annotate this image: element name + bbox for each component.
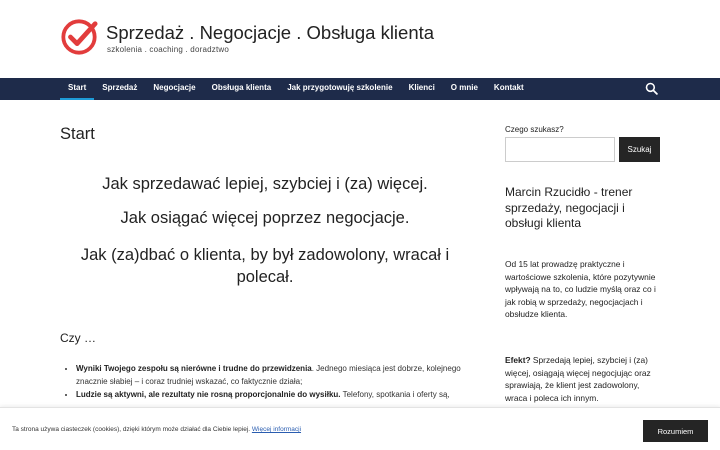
main-navigation: [0, 78, 720, 100]
search-icon[interactable]: [645, 82, 658, 95]
list-item-text: . Jednego miesiąca jest dobrze, kolejnego znacznie słabiej – i coraz trudniej wskazać, co faktycznie działa;: [76, 364, 461, 386]
widget-effect-text: [505, 354, 660, 404]
list-item-text: Telefony, spotkania i oferty są,: [340, 390, 450, 399]
section-question: Czy …: [60, 331, 96, 345]
widget-intro-text: Od 15 lat prowadzę praktyczne i wartościowe szkolenia, które pozytywnie wpływają na to, co ludzie myślą oraz co i jak robią w sprzedaży, negocjacjach i obsłudze klienta.: [505, 259, 656, 319]
nav-item-kontakt[interactable]: Kontakt: [493, 83, 524, 92]
headline-negotiation: Jak osiągać więcej poprzez negocjacje.: [120, 209, 410, 227]
nav-item-sprzedaz[interactable]: Sprzedaż: [102, 83, 138, 92]
search-button[interactable]: Szukaj: [619, 137, 660, 162]
list-item: [76, 362, 476, 388]
list-item-bold: Ludzie są aktywni, ale rezultaty nie rosną proporcjonalnie do wysiłku.: [76, 390, 341, 399]
site-header: [0, 0, 720, 78]
nav-item-negocjacje[interactable]: Negocjacje: [153, 83, 196, 92]
cookie-more-info-link[interactable]: Więcej informacji: [251, 426, 302, 433]
cookie-accept-button[interactable]: Rozumiem: [643, 420, 708, 442]
problem-list: [76, 362, 476, 401]
widget-effect-body: Sprzedają lepiej, szybciej i (za) więcej, osiągają więcej negocjując oraz sprawiają, że klient jest zadowolony, wraca i poleca ich innym.: [505, 355, 651, 403]
nav-items: [60, 78, 532, 100]
headline-sales: Jak sprzedawać lepiej, szybciej i (za) więcej.: [102, 175, 428, 193]
headline-customer-care: Jak (za)dbać o klienta, by był zadowolony, wracał i polecał.: [80, 246, 450, 286]
nav-item-o-mnie[interactable]: O mnie: [450, 83, 478, 92]
nav-item-start[interactable]: Start: [60, 78, 94, 100]
search-label: Czego szukasz?: [505, 125, 564, 134]
nav-item-obsluga-klienta[interactable]: Obsługa klienta: [211, 83, 272, 92]
site-tagline: szkolenia . coaching . doradztwo: [107, 45, 230, 54]
cookie-text: [12, 426, 301, 433]
site-title[interactable]: Sprzedaż . Negocjacje . Obsługa klienta: [106, 22, 435, 43]
checkmark-logo-icon[interactable]: [60, 18, 98, 56]
nav-item-jak-przygotowuje[interactable]: Jak przygotowuję szkolenie: [287, 83, 393, 92]
nav-item-klienci[interactable]: Klienci: [408, 83, 435, 92]
widget-title: Marcin Rzucidło - trener sprzedaży, negocjacji i obsługi klienta: [505, 185, 633, 230]
search-input[interactable]: [505, 137, 615, 162]
page-title: Start: [60, 125, 95, 143]
widget-effect-bold: Efekt?: [505, 355, 531, 365]
cookie-banner: [0, 407, 720, 450]
cookie-message: Ta strona używa ciasteczek (cookies), dzięki którym może działać dla Ciebie lepiej.: [12, 426, 251, 433]
list-item: [76, 388, 476, 401]
list-item-bold: Wyniki Twojego zespołu są nierówne i trudne do przewidzenia: [76, 364, 312, 373]
